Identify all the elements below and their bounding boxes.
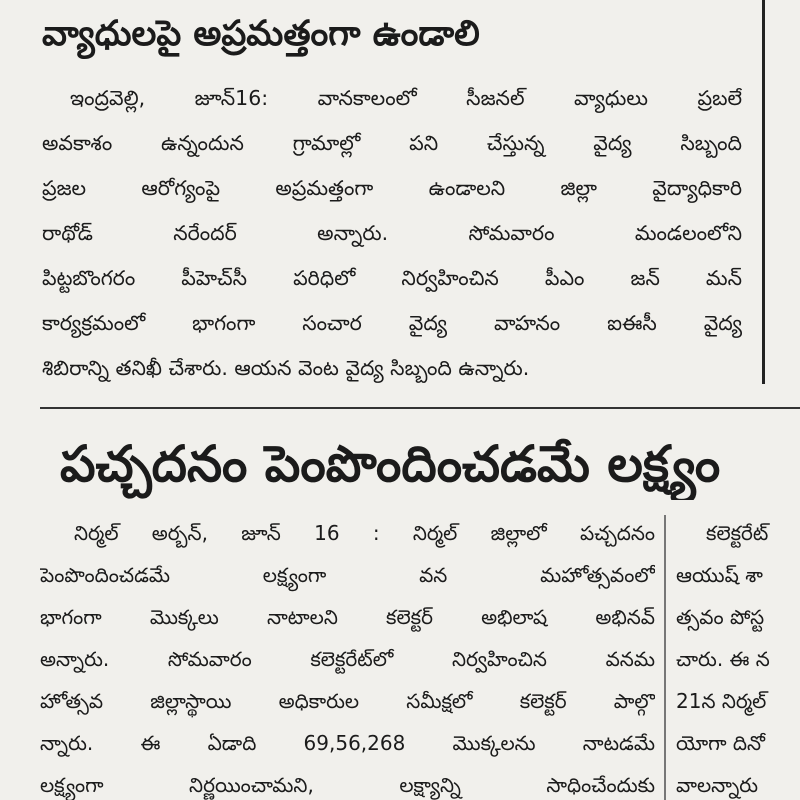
article3-line: చారు. ఈ న	[676, 647, 770, 671]
article2-line: పెంపొందించడమే లక్ష్యంగా వన మహోత్సవంలో	[40, 563, 655, 587]
article1-line: ఇంద్రవెల్లి, జూన్16: వానకాలంలో సీజనల్ వ్యాధులు ప్రబలే	[70, 86, 742, 110]
article1-line: ప్రజల ఆరోగ్యంపై అప్రమత్తంగా ఉండాలని జిల్లా వైద్యాధికారి	[42, 176, 742, 200]
article3-line: యోగా దినో	[676, 731, 765, 755]
article1-headline: వ్యాధులపై అప్రమత్తంగా ఉండాలి	[42, 14, 480, 54]
article2-line: న్నారు. ఈ ఏడాది 69,56,268 మొక్కలను నాటడమే	[40, 731, 655, 755]
article3-line: కలెక్టరేట్	[706, 521, 769, 545]
column-divider-bottom	[664, 515, 666, 800]
article2-line: అన్నారు. సోమవారం కలెక్టరేట్‌లో నిర్వహించిన వనమ	[40, 647, 655, 671]
article3-line: 21న నిర్మల్	[676, 689, 767, 713]
article2-line: నిర్మల్ అర్బన్, జూన్ 16 : నిర్మల్ జిల్లాలో పచ్చదనం	[74, 521, 655, 545]
article1-line: కార్యక్రమంలో భాగంగా సంచార వైద్య వాహనం ఐఈసీ వైద్య	[42, 311, 742, 335]
article3-line: వాలన్నారు	[676, 773, 759, 797]
article3-line: ఆయుష్ శా	[676, 563, 763, 587]
article1-line: పిట్టబొంగరం పీహెచ్‌సీ పరిధిలో నిర్వహించిన పీఎం జన్ మన్	[42, 266, 742, 290]
section-divider	[40, 407, 800, 409]
column-divider-top	[762, 0, 765, 384]
article1-line: అవకాశం ఉన్నందున గ్రామాల్లో పని చేస్తున్న వైద్య సిబ్బంది	[42, 131, 742, 155]
article2-body	[40, 512, 655, 800]
article2-line: లక్ష్యంగా నిర్ణయించామని, లక్ష్యాన్ని సాధించేందుకు	[40, 773, 655, 797]
article1-line: రాథోడ్ నరేందర్ అన్నారు. సోమవారం మండలంలోని	[42, 221, 742, 245]
article1-line: శిబిరాన్ని తనిఖీ చేశారు. ఆయన వెంట వైద్య సిబ్బంది ఉన్నారు.	[42, 356, 530, 380]
article3-body	[676, 512, 800, 800]
article2-line: హోత్సవ జిల్లాస్థాయి అధికారుల సమీక్షలో కలెక్టర్ పాల్గొ	[40, 689, 655, 713]
article1-body	[42, 76, 742, 391]
article3-line: త్సవం పోస్ట	[676, 605, 765, 629]
article2-headline: పచ్చదనం పెంపొందించడమే లక్ష్యం	[60, 435, 721, 493]
article2-line: భాగంగా మొక్కలు నాటాలని కలెక్టర్ అభిలాష అభినవ్	[40, 605, 655, 629]
